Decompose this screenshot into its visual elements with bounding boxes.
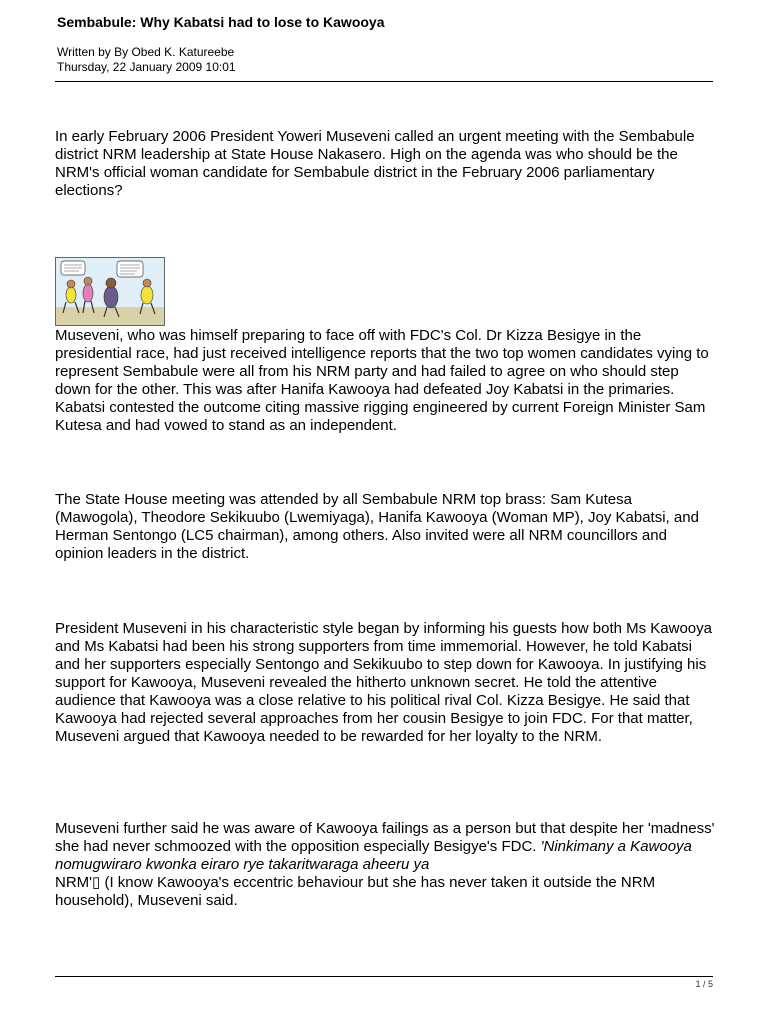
- paragraph-5-quote: 'Ninkimany a Kawooya nomugwiraro kwonka eiraro rye takaritwaraga aheeru ya: [55, 838, 692, 873]
- footer-divider: [55, 976, 713, 977]
- byline: Written by By Obed K. Katureebe: [57, 45, 235, 59]
- political-cartoon: [55, 257, 165, 326]
- paragraph-2: Museveni, who was himself preparing to face off with FDC's Col. Dr Kizza Besigye in the presidential race, had just received intelligence reports that the two top women candidates vying to represent Sembabule were all from his NRM party and had failed to agree on who should step down for the other. This was after Hanifa Kawooya had defeated Joy Kabatsi in the primaries. Kabatsi contested the outcome citing massive rigging engineered by current Foreign Minister Sam Kutesa and had vowed to stand as an independent.: [55, 327, 709, 434]
- paragraph-3: The State House meeting was attended by all Sembabule NRM top brass: Sam Kutesa (Mawogola), Theodore Sekikuubo (Lwemiyaga), Hanifa Kawooya (Woman MP), Joy Kabatsi, and Herman Sentongo (LC5 chairman), among others. Also invited were all NRM councillors and opinion leaders in the district.: [55, 491, 699, 562]
- paragraph-5-start: Museveni further said he was aware of Kawooya failings as a person but that despite her 'madness' she had never schmoozed with the opposition especially Besigye's FDC.: [55, 820, 715, 855]
- article-header: [57, 12, 713, 75]
- paragraph-4: President Museveni in his characteristic style began by informing his guests how both Ms Kawooya and Ms Kabatsi had been his strong supporters from time immemorial. However, he told Kabatsi and her supporters especially Sentongo and Sekikuubo to step down for Kawooya. In justifying his support for Kawooya, Museveni revealed the hitherto unknown secret. He told the attentive audience that Kawooya was a close relative to his political rival Col. Kizza Besigye. He said that Kawooya had rejected several approaches from her cousin Besigye to join FDC. For that matter, Museveni argued that Kawooya needed to be rewarded for her loyalty to the NRM.: [55, 620, 712, 745]
- page-number: 1 / 5: [695, 979, 713, 989]
- paragraph-5: [55, 820, 717, 910]
- header-divider: [55, 81, 713, 82]
- article-meta: [57, 45, 713, 75]
- paragraph-5-end: NRM'▯ (I know Kawooya's eccentric behaviour but she has never taken it outside the NRM household), Museveni said.: [55, 874, 656, 909]
- article-title: Sembabule: Why Kabatsi had to lose to Kawooya: [57, 14, 385, 30]
- paragraph-1: In early February 2006 President Yoweri Museveni called an urgent meeting with the Sembabule district NRM leadership at State House Nakasero. High on the agenda was who should be the NRM's official woman candidate for Sembabule district in the February 2006 parliamentary elections?: [55, 128, 695, 199]
- publish-date: Thursday, 22 January 2009 10:01: [57, 60, 236, 74]
